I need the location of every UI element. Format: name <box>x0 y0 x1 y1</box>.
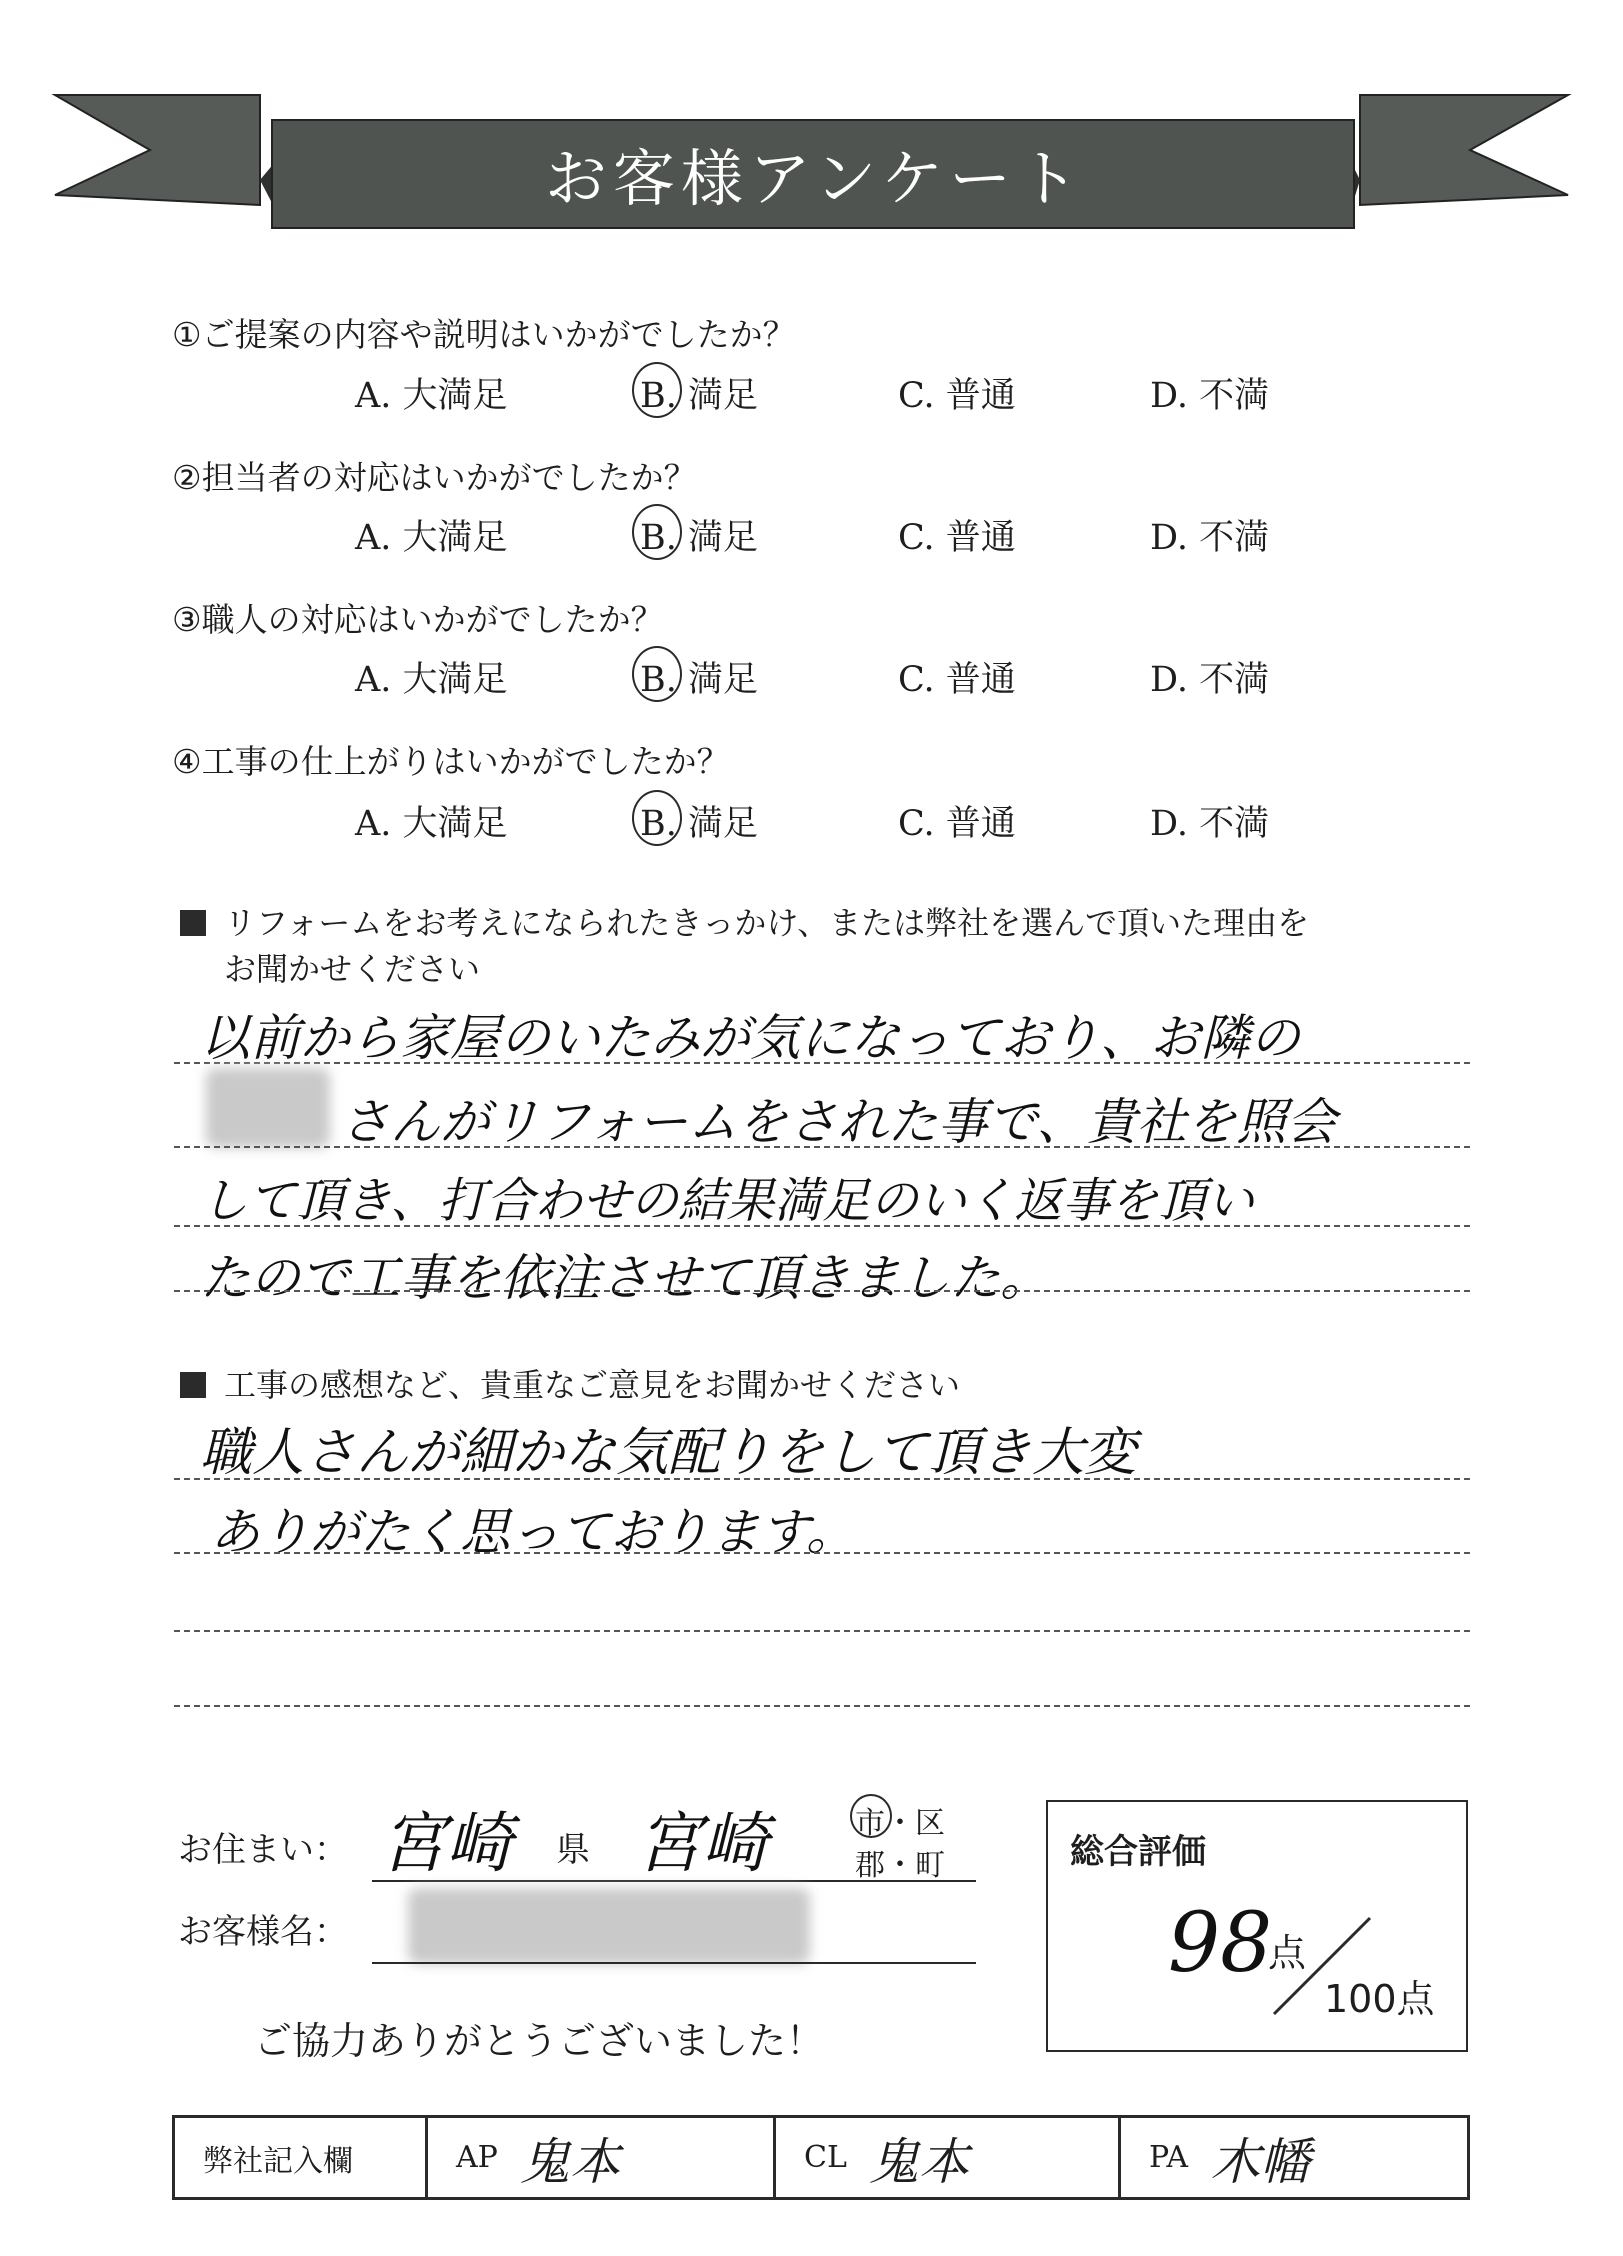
bullet-square-icon <box>180 1372 206 1398</box>
customer-name-label: お客様名： <box>178 1912 348 1952</box>
score-box <box>1046 1800 1468 2052</box>
address-underline <box>372 1880 976 1882</box>
reason-heading-line1: リフォームをお考えになられたきっかけ、または弊社を選んで頂いた理由を <box>224 904 1310 942</box>
staff-name-cl[interactable]: 鬼本 <box>868 2132 969 2191</box>
staff-name-ap[interactable]: 鬼本 <box>519 2132 620 2191</box>
staff-cell-pa <box>1121 2118 1467 2197</box>
q2-option-c[interactable]: C. 普通 <box>898 518 1016 558</box>
staff-office-cell <box>175 2118 428 2197</box>
question-2: ②担当者の対応はいかがでしたか？ <box>172 458 697 497</box>
dashed-rule <box>174 1630 1470 1632</box>
impressions-heading-text: 工事の感想など、貴重なご意見をお聞かせください <box>224 1366 961 1404</box>
staff-role-ap: AP <box>456 2140 498 2175</box>
q3-option-a[interactable]: A. 大満足 <box>355 660 508 700</box>
question-3: ③職人の対応はいかがでしたか？ <box>172 600 664 639</box>
staff-table <box>172 2115 1470 2200</box>
dashed-rule <box>174 1705 1470 1707</box>
reason-answer-line-3: して頂き、打合わせの結果満足のいく返事を頂い <box>200 1173 1255 1229</box>
staff-office-label: 弊社記入欄 <box>203 2143 353 2179</box>
impressions-answer-line-2: ありがたく思っております。 <box>210 1503 856 1561</box>
dashed-rule <box>174 1146 1470 1148</box>
q2-option-b[interactable]: B. 満足 <box>640 518 758 558</box>
redacted-name-blur <box>206 1068 330 1148</box>
dashed-rule <box>174 1062 1470 1064</box>
address-city[interactable]: 宮崎 <box>636 1805 768 1882</box>
score-max: 100点 <box>1324 1977 1435 2021</box>
page-title: お客様アンケート <box>544 141 1086 215</box>
score-unit: 点 <box>1268 1931 1307 1975</box>
staff-cell-ap <box>428 2118 776 2197</box>
impressions-answer-line-1: 職人さんが細かな気配りをして頂き大変 <box>200 1423 1137 1483</box>
q3-option-d[interactable]: D. 不満 <box>1150 660 1270 700</box>
bullet-square-icon <box>180 910 206 936</box>
impressions-heading <box>180 1362 960 1408</box>
q4-option-d[interactable]: D. 不満 <box>1150 804 1270 844</box>
question-1: ①ご提案の内容や説明はいかがでしたか？ <box>172 315 796 354</box>
municipality-type-row-2: 郡・町 <box>855 1848 945 1883</box>
staff-cell-cl <box>776 2118 1121 2197</box>
score-value[interactable]: 98 <box>1168 1896 1273 1991</box>
municipality-selected-circle <box>850 1794 892 1838</box>
reason-heading-line2: お聞かせください <box>224 950 481 988</box>
staff-role-cl: CL <box>804 2140 847 2175</box>
dashed-rule <box>174 1290 1470 1292</box>
dashed-rule <box>174 1478 1470 1480</box>
staff-name-pa[interactable]: 木幡 <box>1210 2132 1311 2191</box>
reason-heading <box>180 900 1309 992</box>
q4-option-c[interactable]: C. 普通 <box>898 804 1016 844</box>
redacted-customer-name <box>408 1888 810 1964</box>
score-label: 総合評価 <box>1070 1832 1206 1872</box>
q1-option-d[interactable]: D. 不満 <box>1150 376 1270 416</box>
reason-answer-line-2: さんがリフォームをされた事で、貴社を照会 <box>340 1093 1337 1151</box>
customer-underline <box>372 1962 976 1964</box>
reason-answer-line-1: 以前から家屋のいたみが気になっており、お隣の <box>200 1009 1300 1067</box>
q1-selected-circle <box>632 362 682 418</box>
address-label: お住まい： <box>178 1830 348 1870</box>
thanks-message: ご協力ありがとうございました！ <box>254 2019 825 2063</box>
q4-selected-circle <box>632 790 682 846</box>
q3-selected-circle <box>632 646 682 702</box>
staff-role-pa: PA <box>1149 2140 1189 2175</box>
q1-option-b[interactable]: B. 満足 <box>640 376 758 416</box>
dashed-rule <box>174 1225 1470 1227</box>
dashed-rule <box>174 1552 1470 1554</box>
question-4: ④工事の仕上がりはいかがでしたか？ <box>172 742 730 781</box>
q2-option-a[interactable]: A. 大満足 <box>355 518 508 558</box>
q1-option-c[interactable]: C. 普通 <box>898 376 1016 416</box>
q2-selected-circle <box>632 504 682 560</box>
address-prefecture-suffix: 県 <box>556 1830 590 1870</box>
q4-option-b[interactable]: B. 満足 <box>640 804 758 844</box>
address-prefecture[interactable]: 宮崎 <box>380 1805 512 1882</box>
q2-option-d[interactable]: D. 不満 <box>1150 518 1270 558</box>
q3-option-c[interactable]: C. 普通 <box>898 660 1016 700</box>
reason-answer-line-4: たので工事を依注させて頂きました。 <box>200 1249 1050 1307</box>
q1-option-a[interactable]: A. 大満足 <box>355 376 508 416</box>
municipality-type-row-1: 市・区 <box>855 1806 945 1841</box>
q4-option-a[interactable]: A. 大満足 <box>355 804 508 844</box>
q3-option-b[interactable]: B. 満足 <box>640 660 758 700</box>
